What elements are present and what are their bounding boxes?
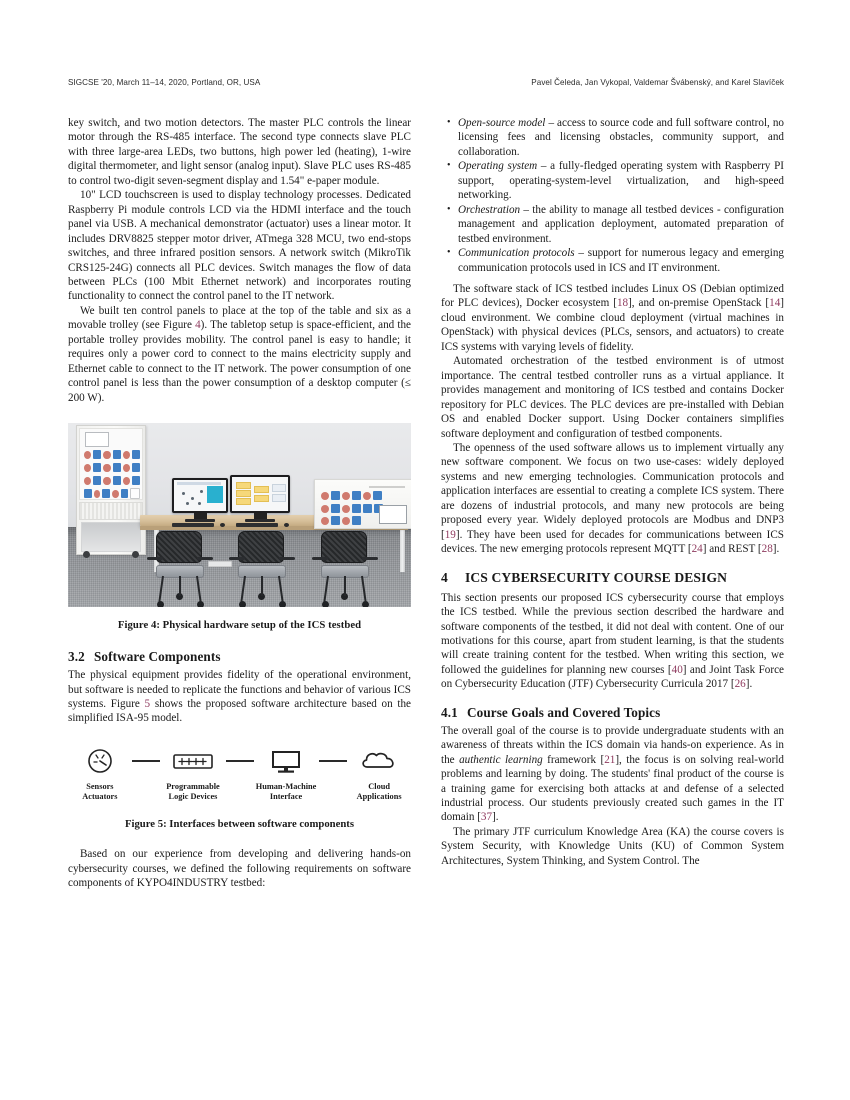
paragraph-openness-c: ] and REST [ (702, 543, 762, 556)
figure-ref-5[interactable]: 5 (144, 697, 151, 710)
photo-chair-1 (156, 531, 204, 578)
figure-5-connector-2 (225, 744, 254, 778)
requirements-list (441, 116, 784, 275)
monitor-hmi-icon (254, 744, 318, 778)
paragraph-control-panels-b: ). The tabletop setup is space-efficient, and the portable trolley provides mobility. The control panel is easy to handle; it requires only a power cord to connect to the mains electricity supply and Ethernet cable to connect to the IT network. The power consumption of one control panel is less than the power consumption of a desktop computer (≤ 200 W). (68, 319, 411, 404)
paragraph-course-design-a: This section presents our proposed ICS cybersecurity course that employs the ICS testbed. While the previous section described the hardware and software components of the testbed, it did not deal with content. One of our motivations for this course, apart from student learning, is that the students will create training content for the testbed. When writing this section, we followed the guidelines for planning new courses [ (441, 591, 784, 676)
paragraph-course-goals-d: ]. (492, 811, 499, 824)
heading-4-1-title: Course Goals and Covered Topics (467, 704, 661, 720)
paragraph-lcd-actuator-text: 10" LCD touchscreen is used to display technology processes. Dedicated Raspberry Pi module controls LCD via the HDMI interface and the touch panel via USB. A mechanical demonstrator (actuator) uses a linear motor. It includes DRV8825 stepper motor driver, ATmega 328 MCU, two end-stops switches, and three infrared position sensors. A network switch (MikroTik CRS125-24G) connects all PLC devices. Switch manages the flow of data between PLCs (100 Mbit Ethernet network) and incorporates routing functionality to connect the control panel to the IT network. (68, 189, 411, 303)
paragraph-orchestration-text: Automated orchestration of the testbed environment is of utmost importance. The central testbed controller runs as a virtual appliance. It provides management and monitoring of ICS testbed and contains Docker repository for PLC devices. The PLC devices are pre-installed with Debian OS and enabled Docker support. Using Docker containers simplifies software deployment and configuration of testbed components. (441, 355, 784, 440)
citation-ref-26[interactable]: 26 (734, 678, 746, 691)
heading-3-2-number: 3.2 (68, 649, 85, 665)
photo-chair-2 (238, 531, 286, 578)
left-column (68, 116, 411, 1016)
figure-4-caption: Figure 4: Physical hardware setup of the ICS testbed (117, 619, 362, 632)
paragraph-software-stack (441, 282, 784, 354)
bullet-text: – the ability to manage all testbed devices - configuration management and application deployment, automated preparation of testbed environment. (458, 203, 784, 245)
paragraph-openness-b: ]. They have been used for decades for communications between ICS devices. The new emerging protocols represent MQTT [ (441, 528, 784, 556)
figure-ref-4[interactable]: 4 (195, 319, 201, 332)
figure-5-node-plc-label (161, 782, 225, 802)
figure-4 (68, 423, 411, 631)
photo-tabletop-control-panel (314, 479, 411, 529)
figure-5-node-sensors (68, 744, 132, 802)
heading-4 (441, 569, 784, 587)
figure-5 (68, 744, 411, 830)
citation-ref-28[interactable]: 28 (761, 543, 773, 556)
paragraph-course-goals (441, 724, 784, 825)
photo-trolley-cabinet-cavity (81, 522, 141, 552)
paragraph-course-goals-c: ], the focus is on solving real-world problems and learning by doing. The students' final product of the course is a training game for exercising both attacks at and defense of a selected industrial process. Our students previously created such games in the IT domain [ (441, 753, 784, 824)
paragraph-course-goals-b: framework [ (542, 753, 605, 766)
paragraph-lcd-actuator (68, 188, 411, 304)
figure-5-node-cloud (347, 744, 411, 802)
citation-ref-14[interactable]: 14 (769, 297, 781, 310)
bullet-term: Communication protocols (458, 247, 575, 260)
right-column (441, 116, 784, 1016)
paragraph-hardware-plc-text: key switch, and two motion detectors. The master PLC controls the linear motor through the RS-485 interface. The second type connects slave PLC with three large-area LEDs, two buttons, high power led (heating), 1-wire digital thermometer, and light sensor (analog input). Slave PLC uses RS-485 to control two-digit seven-segment display and 1.54" e-paper module. (68, 117, 411, 187)
authentic-learning-term: authentic learning (459, 753, 543, 766)
figure-5-label-line-1: Sensors (86, 781, 114, 791)
paragraph-openness-d: ]. (772, 543, 780, 556)
heading-3-2 (68, 648, 411, 665)
figure-5-label-line-2: Logic Devices (168, 792, 218, 802)
paragraph-software-stack-b: ], and on-premise OpenStack [ (628, 297, 770, 310)
running-head-authors: Pavel Čeleda, Jan Vykopal, Valdemar Švábenský, and Karel Slavíček (531, 78, 784, 87)
citation-ref-37[interactable]: 37 (480, 811, 493, 824)
bullet-term: Operating system (458, 160, 538, 173)
figure-5-diagram (68, 744, 411, 802)
two-column-body (68, 116, 784, 1016)
citation-ref-19[interactable]: 19 (444, 528, 456, 541)
photo-trolley-panel-board (79, 428, 143, 500)
photo-epaper-display (379, 505, 407, 524)
cloud-icon (347, 744, 411, 778)
bullet-text: – a fully-fledged operating system with Raspberry PI support, operating-system-level virtualization, and high-speed networking. (458, 160, 784, 202)
paragraph-software-components-a: The physical equipment provides fidelity of the operational environment, but software is needed to replicate the functions and behavior of various ICS systems. Figure (68, 669, 411, 710)
photo-keyboard-center (236, 523, 278, 527)
photo-trolley-lcd (85, 432, 109, 447)
running-head (68, 78, 784, 87)
paragraph-hardware-plc (68, 116, 411, 188)
plc-module-icon (161, 744, 225, 778)
figure-5-node-hmi-label (254, 782, 318, 802)
list-item (458, 246, 784, 275)
figure-5-node-plc (161, 744, 225, 802)
heading-4-1-number: 4.1 (441, 704, 458, 720)
bullet-text: – support for numerous legacy and emerging communication protocols used in ICS and IT environment. (458, 247, 784, 274)
figure-5-caption: Figure 5: Interfaces between software components (124, 818, 355, 831)
bullet-text: – access to source code and full software control, no licensing fees and licensing obstacles, community support, and collaboration. (458, 117, 784, 158)
citation-ref-40[interactable]: 40 (671, 663, 683, 676)
heading-3-2-title: Software Components (94, 649, 221, 665)
paragraph-requirements-intro-text: Based on our experience from developing and delivering hands-on cybersecurity courses, we defined the following requirements on software components of KYPO4INDUSTRY testbed: (68, 848, 411, 890)
gauge-sensor-icon (68, 744, 132, 778)
heading-4-1 (441, 704, 784, 721)
figure-4-photograph (68, 423, 411, 607)
paragraph-control-panels (68, 304, 411, 405)
photo-table-leg-right (400, 530, 405, 572)
bullet-term: Orchestration (458, 203, 521, 216)
paragraph-course-goals-a: The overall goal of the course is to provide undergraduate students with an awareness of threats within the ICS domain via hands-on experience. As in the (441, 724, 784, 766)
running-head-venue: SIGCSE '20, March 11–14, 2020, Portland, OR, USA (68, 78, 261, 87)
figure-5-label-line-1: Cloud (368, 781, 391, 791)
paragraph-requirements-intro (68, 847, 411, 890)
photo-keyboard-left (172, 523, 214, 527)
list-item (458, 203, 784, 246)
bullet-term: Open-source model (458, 117, 546, 129)
figure-5-label-line-2: Applications (356, 792, 402, 802)
paragraph-control-panels-a: We built ten control panels to place at the top of the table and six as a movable trolley (see Figure (68, 304, 411, 332)
photo-power-strip (208, 561, 232, 567)
photo-chair-3 (321, 531, 369, 578)
figure-5-label-line-2: Interface (269, 792, 303, 802)
figure-5-node-hmi (254, 744, 318, 802)
figure-5-label-line-2: Actuators (82, 792, 118, 802)
paragraph-openness-a: The openness of the used software allows us to implement virtually any new software component. We focus on two use-cases: widely deployed systems and new emerging technologies. Communication protocols and application interfaces are essential to creating a complete ICS system. There are dozens of industrial protocols, and many new protocols are being proposed every year. Widely deployed protocols are Modbus and DNP3 [ (441, 441, 784, 541)
figure-5-label-line-1: Programmable (166, 781, 220, 791)
figure-5-connector-1 (132, 744, 161, 778)
photo-monitor-left (172, 478, 228, 522)
citation-ref-24[interactable]: 24 (691, 543, 703, 556)
paragraph-course-design-c: ]. (745, 678, 753, 691)
paragraph-openness (441, 441, 784, 557)
paragraph-software-stack-c: ] cloud environment. We combine cloud deployment (virtual machines in OpenStack) with physical devices (PLCs, sensors, and actuators) to create ICS systems with varying levels of fidelity. (441, 297, 784, 353)
paragraph-orchestration (441, 354, 784, 441)
paragraph-course-design-b: ] and Joint Task Force on Cybersecurity Education (JTF) Cybersecurity Curricula 2017 [ (441, 663, 784, 691)
figure-5-node-sensors-label (68, 782, 132, 802)
citation-ref-21[interactable]: 21 (604, 753, 616, 766)
figure-5-connector-3 (318, 744, 347, 778)
paragraph-jtf-curriculum (441, 825, 784, 868)
heading-4-number: 4 (441, 569, 448, 585)
paragraph-software-components (68, 668, 411, 726)
photo-monitor-center (230, 475, 290, 522)
figure-5-label-line-1: Human-Machine (255, 781, 317, 791)
paragraph-software-stack-a: The software stack of ICS testbed includes Linux OS (Debian optimized for PLC devices), Docker ecosystem [ (441, 282, 784, 310)
paragraph-jtf-curriculum-text: The primary JTF curriculum Knowledge Area (KA) the course covers is System Security, with Knowledge Units (KU) of Common System Architectures, System Thinking, and System Control. The (441, 825, 784, 867)
list-item (458, 159, 784, 202)
photo-trolley-control-panel (76, 425, 146, 555)
list-item (458, 116, 784, 159)
heading-4-title: ICS CYBERSECURITY COURSE DESIGN (465, 569, 728, 585)
citation-ref-18[interactable]: 18 (616, 297, 629, 310)
paragraph-course-design (441, 591, 784, 692)
figure-5-node-cloud-label (347, 782, 411, 802)
photo-trolley-perforated-shelf (79, 502, 143, 520)
paragraph-software-components-b: shows the proposed software architecture based on the simplified ISA-95 model. (68, 697, 411, 725)
